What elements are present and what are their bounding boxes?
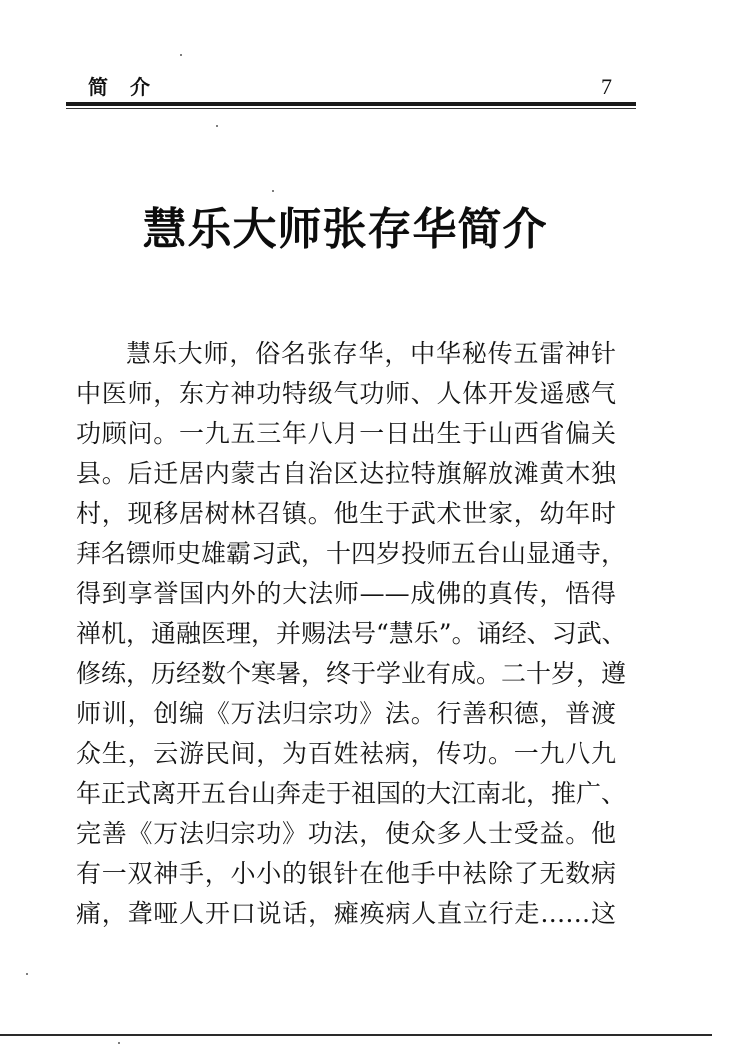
body-line: 修练，历经数个寒暑，终于学业有成。二十岁，遵: [76, 659, 627, 688]
body-line: 县。后迁居内蒙古自治区达拉特旗解放滩黄木独: [76, 459, 616, 488]
body-line: 完善《万法归宗功》功法，使众多人士受益。他: [76, 819, 616, 848]
header-rule-thin: [66, 108, 636, 109]
running-header: [66, 74, 636, 100]
scan-speck: [216, 125, 218, 127]
scan-speck: [272, 190, 274, 192]
scan-speck: [180, 54, 182, 56]
body-line: 痛，聋哑人开口说话，瘫痪病人直立行走……这: [76, 899, 616, 928]
header-rule-thick: [66, 102, 636, 106]
page-number: 7: [601, 74, 612, 99]
body-line: 中医师，东方神功特级气功师、人体开发遥感气: [76, 379, 616, 408]
footer-rule: [0, 1034, 712, 1036]
body-line: 功顾问。一九五三年八月一日出生于山西省偏关: [76, 419, 616, 448]
scan-speck: [26, 973, 28, 975]
article-title: 慧乐大师张存华简介: [142, 204, 548, 255]
body-line: 禅机，通融医理，并赐法号“慧乐”。诵经、习武、: [76, 619, 627, 648]
body-line: 师训，创编《万法归宗功》法。行善积德，普渡: [76, 699, 616, 728]
body-line: 拜名镖师史雄霸习武，十四岁投师五台山显通寺，: [76, 539, 627, 568]
body-line: 村，现移居树林召镇。他生于武术世家，幼年时: [76, 499, 616, 528]
body-line: 慧乐大师，俗名张存华，中华秘传五雷神针: [126, 339, 616, 368]
body-line: 得到享誉国内外的大法师——成佛的真传，悟得: [76, 579, 616, 608]
body-line: 年正式离开五台山奔走于祖国的大江南北，推广、: [76, 779, 627, 808]
scan-speck: [118, 1042, 120, 1044]
running-header-section-title: 简介: [88, 75, 172, 99]
body-line: 众生，云游民间，为百姓袪病，传功。一九八九: [76, 739, 616, 768]
body-line: 有一双神手，小小的银针在他手中袪除了无数病: [76, 859, 616, 888]
article-body: [76, 334, 627, 934]
